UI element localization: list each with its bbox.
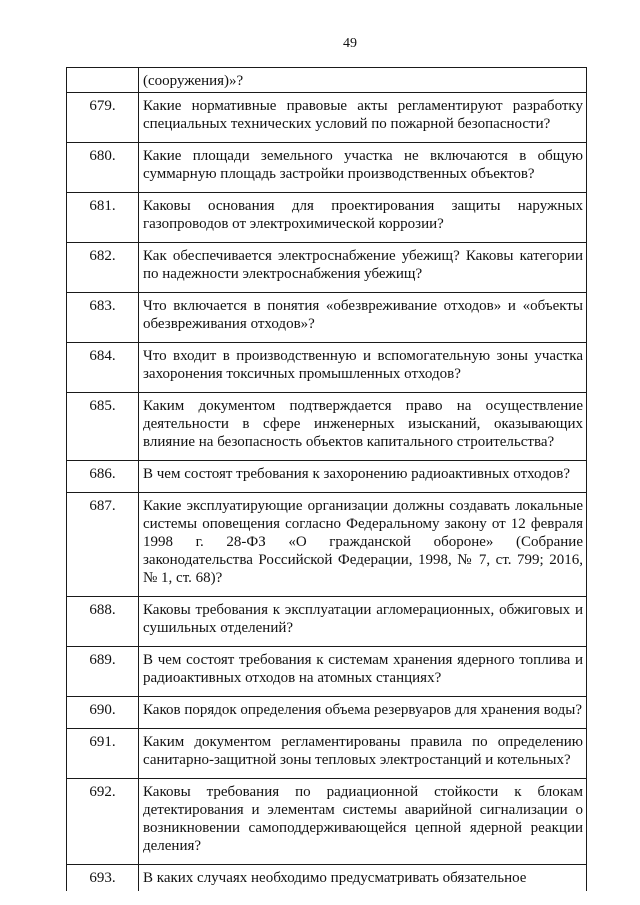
row-question: Каковы требования к эксплуатации агломерационных, обжиговых и сушильных отделений? — [139, 597, 587, 647]
table-row — [67, 647, 587, 697]
table-row — [67, 143, 587, 193]
row-question: В каких случаях необходимо предусматривать обязательное — [139, 865, 587, 892]
table-row — [67, 93, 587, 143]
row-number: 680. — [67, 143, 139, 193]
row-question: Каким документом подтверждается право на осуществление деятельности в сфере инженерных изысканий, оказывающих влияние на безопасность объектов капитального строительства? — [139, 393, 587, 461]
table-row — [67, 697, 587, 729]
table-row — [67, 729, 587, 779]
row-question: Какие площади земельного участка не включаются в общую суммарную площадь застройки производственных объектов? — [139, 143, 587, 193]
row-number: 686. — [67, 461, 139, 493]
row-question: Что входит в производственную и вспомогательную зоны участка захоронения токсичных промышленных отходов? — [139, 343, 587, 393]
row-number: 689. — [67, 647, 139, 697]
row-number: 685. — [67, 393, 139, 461]
row-question: Каков порядок определения объема резервуаров для хранения воды? — [139, 697, 587, 729]
table-row — [67, 597, 587, 647]
row-question: Что включается в понятия «обезвреживание отходов» и «объекты обезвреживания отходов»? — [139, 293, 587, 343]
row-number: 683. — [67, 293, 139, 343]
row-number: 688. — [67, 597, 139, 647]
row-question: Как обеспечивается электроснабжение убежищ? Каковы категории по надежности электроснабжения убежищ? — [139, 243, 587, 293]
row-number: 690. — [67, 697, 139, 729]
table-row — [67, 243, 587, 293]
table-row — [67, 461, 587, 493]
row-question: Какие эксплуатирующие организации должны создавать локальные системы оповещения согласно Федеральному закону от 12 февраля 1998 г. 28-ФЗ «О гражданской обороне» (Собрание законодательства Российской Федерации, 1998, № 7, ст. 799; 2016, № 1, ст. 68)? — [139, 493, 587, 597]
table-row — [67, 68, 587, 93]
table-row — [67, 393, 587, 461]
table-row — [67, 293, 587, 343]
row-number: 687. — [67, 493, 139, 597]
row-question: Каким документом регламентированы правила по определению санитарно-защитной зоны тепловых электростанций и котельных? — [139, 729, 587, 779]
row-question: Каковы требования по радиационной стойкости к блокам детектирования и элементам системы аварийной сигнализации о возникновении самоподдерживающейся цепной ядерной реакции деления? — [139, 779, 587, 865]
row-number: 679. — [67, 93, 139, 143]
row-number: 684. — [67, 343, 139, 393]
row-number: 681. — [67, 193, 139, 243]
row-question: Какие нормативные правовые акты регламентируют разработку специальных технических условий по пожарной безопасности? — [139, 93, 587, 143]
row-question: (сооружения)»? — [139, 68, 587, 93]
table-row — [67, 343, 587, 393]
table-row — [67, 193, 587, 243]
row-number — [67, 68, 139, 93]
table-row — [67, 865, 587, 892]
page-number: 49 — [343, 36, 357, 51]
table-row — [67, 493, 587, 597]
table-row — [67, 779, 587, 865]
row-number: 682. — [67, 243, 139, 293]
row-question: В чем состоят требования к системам хранения ядерного топлива и радиоактивных отходов на атомных станциях? — [139, 647, 587, 697]
questions-table — [66, 67, 587, 891]
row-question: Каковы основания для проектирования защиты наружных газопроводов от электрохимической коррозии? — [139, 193, 587, 243]
row-number: 691. — [67, 729, 139, 779]
row-number: 692. — [67, 779, 139, 865]
row-number: 693. — [67, 865, 139, 892]
row-question: В чем состоят требования к захоронению радиоактивных отходов? — [139, 461, 587, 493]
